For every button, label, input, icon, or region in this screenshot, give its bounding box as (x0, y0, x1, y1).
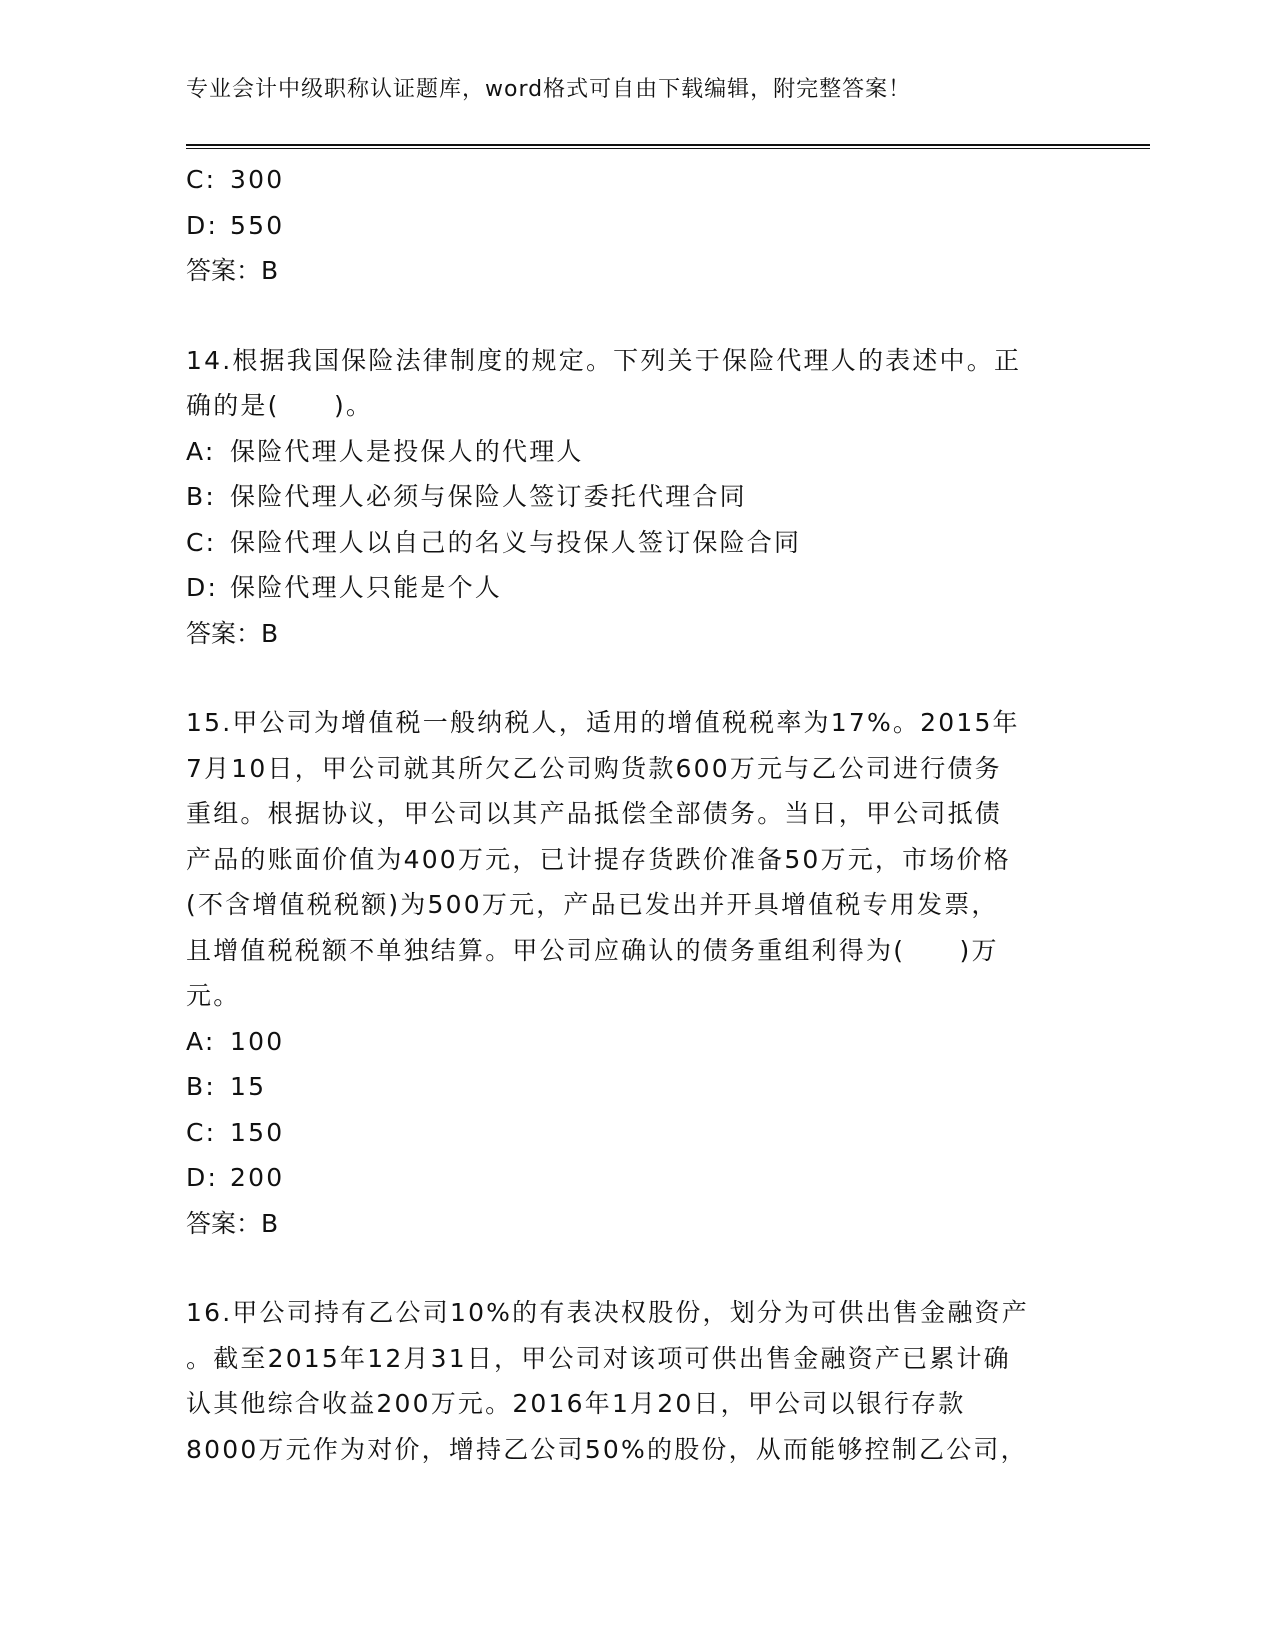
option-letter: C: (186, 1117, 217, 1147)
option-letter: B: (186, 482, 216, 511)
option-a (186, 429, 1086, 475)
question-15-line-2: 7月10日，甲公司就其所欠乙公司购货款600万元与乙公司进行债务 (186, 753, 1002, 783)
question-14-line-1: 14.根据我国保险法律制度的规定。下列关于保险代理人的表述中。正 (186, 345, 1022, 375)
option-text: 300 (230, 165, 285, 194)
option-d (186, 565, 1086, 611)
option-text: 保险代理人只能是个人 (230, 573, 503, 602)
option-c (186, 1110, 1086, 1156)
option-text: 保险代理人以自己的名义与投保人签订保险合同 (230, 527, 802, 557)
option-b (186, 1064, 1086, 1110)
question-16-line-3: 认其他综合收益200万元。2016年1月20日，甲公司以银行存款 (186, 1389, 966, 1418)
option-text: 保险代理人是投保人的代理人 (230, 436, 584, 466)
page-header: 专业会计中级职称认证题库，word格式可自由下载编辑，附完整答案！ (186, 77, 912, 102)
option-text: 550 (230, 210, 285, 240)
answer-line: 答案：B (186, 256, 279, 285)
option-letter: D: (186, 1163, 219, 1192)
option-d (186, 1155, 1086, 1201)
option-a (186, 1019, 1086, 1065)
option-letter: D: (186, 573, 219, 602)
option-c (186, 520, 1086, 566)
option-letter: B: (186, 1072, 216, 1101)
spacer (186, 1246, 1086, 1290)
option-text: 150 (230, 1117, 285, 1147)
question-16-line-2: 。截至2015年12月31日，甲公司对该项可供出售金融资产已累计确 (186, 1343, 1011, 1373)
question-14-line-2: 确的是( )。 (186, 391, 374, 420)
option-b (186, 474, 1086, 520)
document-body (186, 157, 1086, 1472)
option-text: 保险代理人必须与保险人签订委托代理合同 (230, 482, 747, 511)
option-letter: C: (186, 527, 217, 557)
answer-line: 答案：B (186, 1208, 279, 1238)
answer-line: 答案：B (186, 618, 279, 648)
question-15-line-1: 15.甲公司为增值税一般纳税人，适用的增值税税率为17%。2015年 (186, 708, 1020, 737)
question-15-line-4: 产品的账面价值为400万元，已计提存货跌价准备50万元，市场价格 (186, 844, 1011, 874)
option-letter: C: (186, 165, 217, 194)
option-text: 100 (230, 1026, 285, 1056)
option-letter: D: (186, 210, 219, 240)
question-15-line-7: 元。 (186, 981, 241, 1010)
question-16-line-4: 8000万元作为对价，增持乙公司50%的股份，从而能够控制乙公司， (186, 1434, 1028, 1464)
option-c (186, 157, 1086, 203)
option-letter: A: (186, 1026, 216, 1056)
spacer (186, 294, 1086, 338)
option-letter: A: (186, 436, 216, 466)
option-text: 200 (230, 1163, 285, 1192)
question-15-line-3: 重组。根据协议，甲公司以其产品抵偿全部债务。当日，甲公司抵债 (186, 799, 1003, 828)
header-divider (186, 144, 1150, 149)
question-15-line-5: (不含增值税税额)为500万元，产品已发出并开具增值税专用发票， (186, 890, 999, 919)
option-d (186, 203, 1086, 249)
question-15-line-6: 且增值税税额不单独结算。甲公司应确认的债务重组利得为( )万 (186, 935, 999, 965)
question-16-line-1: 16.甲公司持有乙公司10%的有表决权股份，划分为可供出售金融资产 (186, 1298, 1029, 1327)
option-text: 15 (230, 1072, 267, 1101)
spacer (186, 656, 1086, 700)
